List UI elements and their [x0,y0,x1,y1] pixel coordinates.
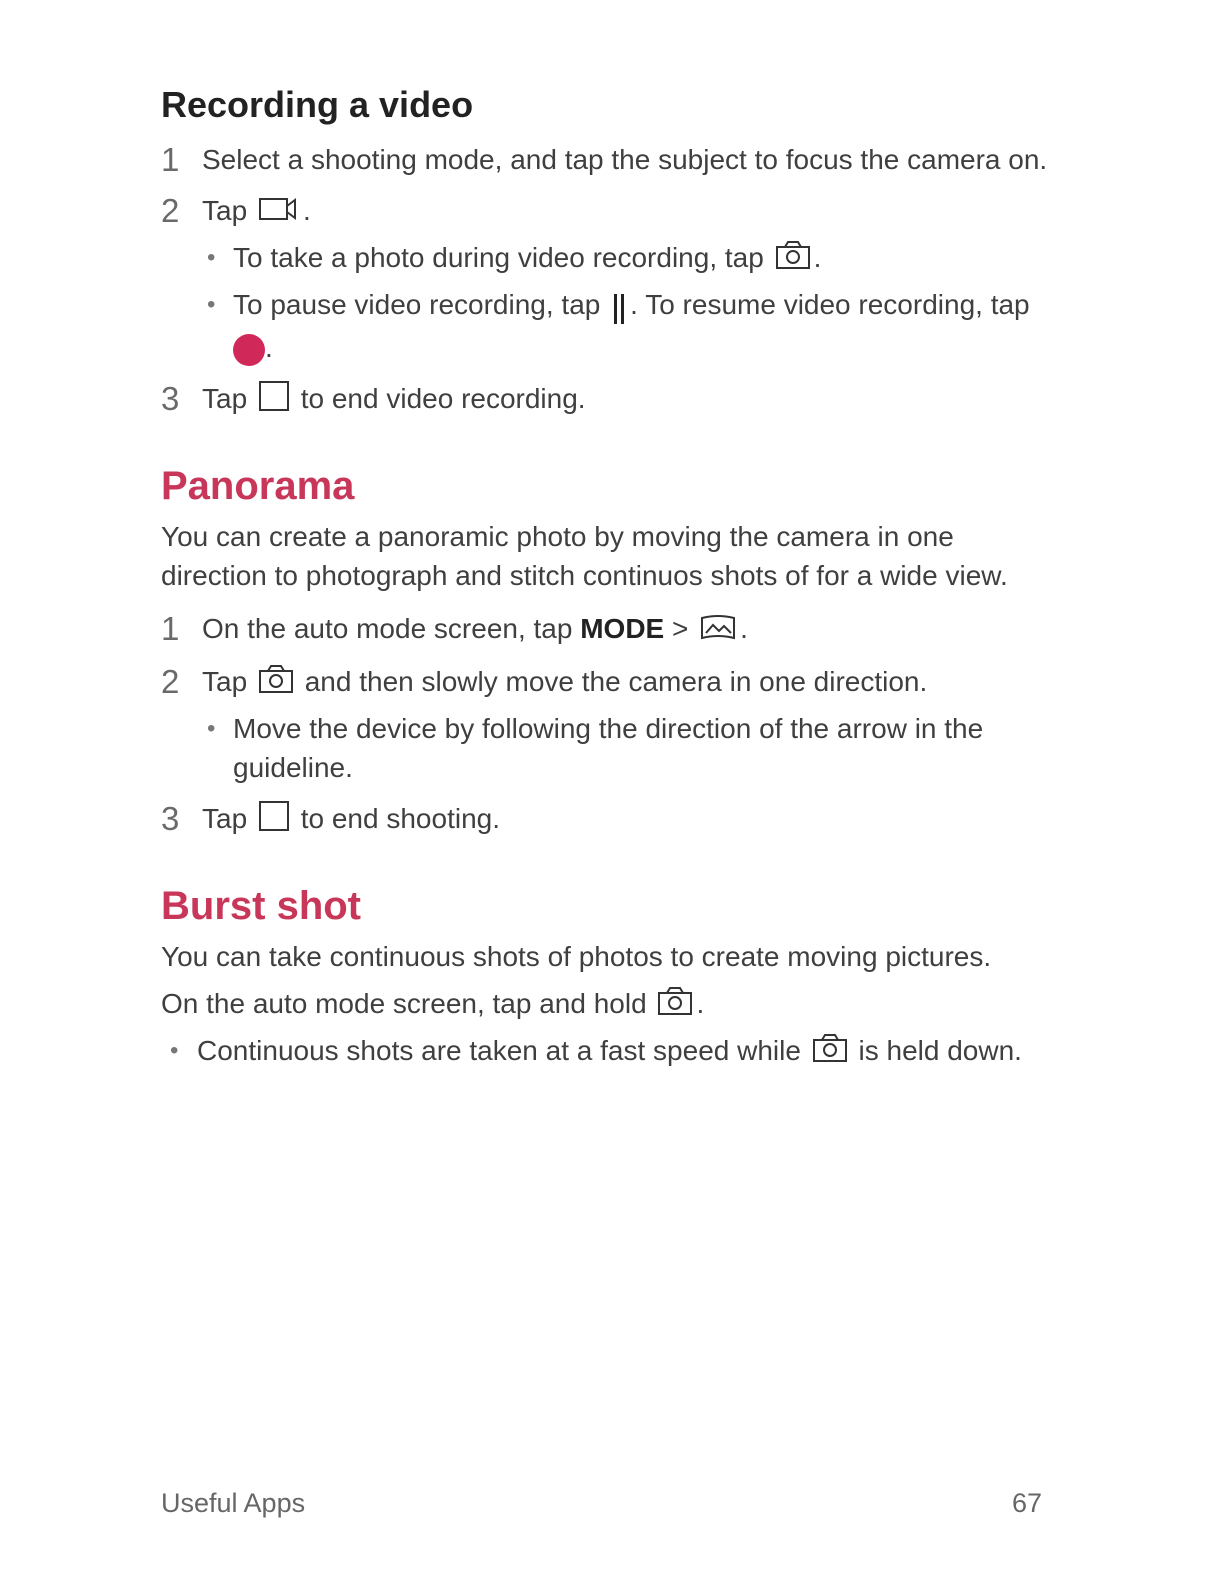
bullet-text: Continuous shots are taken at a fast speed while [197,1034,801,1066]
bullet-text: Move the device by following the direction of the arrow in the guideline. [233,713,984,784]
bullet-dot: • [207,291,216,319]
step-text: On the auto mode screen, tap [202,612,573,644]
recording-step-1 [161,140,1061,179]
record-icon-line [233,328,1061,367]
camera-icon [776,240,810,279]
recording-step-3 [161,379,1061,421]
bullet-suffix: is held down. [858,1034,1022,1066]
mode-label: MODE [580,612,665,644]
stop-icon [259,381,289,421]
page-content [161,82,1061,1072]
bullet-dot: • [207,715,216,743]
step-number: 1 [161,609,180,647]
bullet-suffix: . [265,332,273,364]
step-number: 2 [161,192,180,229]
panorama-icon [700,611,736,650]
burst-intro: You can take continuous shots of photos to create moving pictures. [161,940,992,972]
section-title-panorama: Panorama [161,463,355,508]
step-text: Tap [202,803,248,835]
camera-icon [658,986,692,1025]
step-text: Tap [202,195,248,226]
camera-icon [813,1033,847,1072]
record-icon [233,334,265,366]
step-suffix: . [740,612,748,644]
bullet-dot: • [170,1036,179,1064]
bullet-text: To take a photo during video recording, tap [233,242,764,274]
video-camera-icon [259,193,299,232]
panorama-step-3 [161,799,1061,841]
burst-bullet [161,1031,1061,1072]
section-title-burst: Burst shot [161,883,361,928]
recording-bullet-1 [161,238,1061,279]
step-text: Tap [202,383,248,415]
step-number: 3 [161,380,180,418]
camera-icon [259,664,293,703]
bullet-text-b: . To resume video recording, tap [630,289,1030,321]
burst-line-text: On the auto mode screen, tap and hold [161,987,647,1019]
footer-section-label: Useful Apps [161,1488,306,1518]
recording-bullet-2 [161,285,1061,367]
page-number: 67 [1012,1488,1043,1518]
bullet-dot: • [207,244,216,272]
bullet-suffix: . [813,242,822,274]
recording-step-2 [161,191,1061,232]
step-suffix: . [302,195,311,226]
burst-line-suffix: . [696,987,705,1019]
panorama-intro: You can create a panoramic photo by moving the camera in one direction to photograph and stitch continuos shots of for a wide view. [161,520,1008,591]
step-number: 3 [161,800,180,838]
panorama-step-2 [161,662,1061,703]
pause-icon [612,287,626,326]
step-suffix: to end video recording. [300,383,586,415]
mode-separator: > [672,612,689,644]
step-suffix: to end shooting. [300,803,500,835]
section-title-recording: Recording a video [161,84,474,125]
stop-icon [259,801,289,841]
step-suffix: and then slowly move the camera in one direction. [304,666,928,698]
step-number: 1 [161,141,180,178]
bullet-text-a: To pause video recording, tap [233,289,601,321]
step-text: Select a shooting mode, and tap the subject to focus the camera on. [202,144,1048,175]
panorama-bullet-1 [161,709,1061,787]
panorama-step-1 [161,609,1061,650]
step-number: 2 [161,663,180,701]
step-text: Tap [202,666,248,698]
burst-line-2 [161,984,1061,1025]
